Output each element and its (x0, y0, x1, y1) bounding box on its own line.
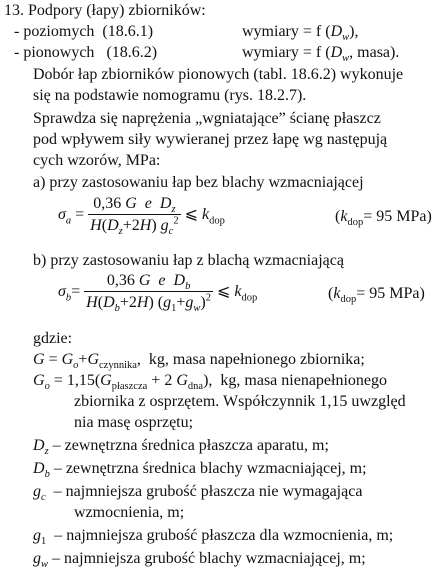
def-gw: $g_w$ – najmniejsza grubość blachy wzmacniającej, m; (33, 550, 366, 570)
paragraph-line: Sprawdza się naprężenia „wgniatające” ścianę płaszcz (33, 110, 381, 127)
formula-b: $\sigma_b=$ $\frac{0,36 G e D_b}{H(D_b+2H) (g_1+g_w)^2}$ ⩽ $k_{dop}$ (58, 272, 258, 315)
list-formula: wymiary = f ($D_w$, masa). (242, 44, 400, 65)
case-a-label: a) przy zastosowaniu łap bez blachy wzmacniającej (33, 174, 364, 191)
paragraph-line: się na podstawie nomogramu (rys. 18.2.7). (33, 87, 307, 104)
gdzie-label: gdzie: (33, 330, 73, 347)
def-G: $G = G_o+G_{czynnika}$, kg, masa napełnionego zbiornika; (33, 351, 365, 372)
paragraph-line: pod wpływem siły wywieranej przez łapę wg następują (33, 131, 388, 148)
kdop-note-b: ($k_{dop}= 95$ MPa) (328, 285, 425, 306)
formula-b-fraction: $\frac{0,36 G e D_b}{H(D_b+2H) (g_1+g_w)^2}$ (86, 272, 211, 315)
list-formula: wymiary = f $(D_w)$, (242, 23, 359, 44)
paragraph-line: Dobór łap zbiorników pionowych (tabl. 18.6.2) wykonuje (33, 66, 404, 83)
case-b-label: b) przy zastosowaniu łap z blachą wzmacniającą (33, 252, 344, 269)
list-item: - pionowych (18.6.2) (14, 44, 158, 61)
list-item: - poziomych (18.6.1) (14, 23, 154, 40)
formula-a-fraction: $\frac{0,36 G e D_z}{H(D_z+2H) g_c^2}$ (90, 195, 179, 238)
def-Db: $D_b$ – zewnętrzna średnica blachy wzmacniającej, m; (33, 460, 367, 481)
paragraph-line: cych wzorów, MPa: (33, 152, 161, 169)
def-Dz: $D_z$ – zewnętrzna średnica płaszcza aparatu, m; (33, 437, 329, 458)
kdop-note-a: ($k_{dop}= 95$ MPa) (335, 208, 432, 229)
def-Go-cont: nia masę osprzętu; (74, 414, 194, 431)
def-Go: $G_o = 1,15(G_{płaszcza} + 2$ $G_{dna}$), kg, masa nienapełnionego (33, 372, 388, 393)
def-g1: $g_1$ – najmniejsza grubość płaszcza dla wzmocnienia, m; (33, 527, 394, 548)
formula-a: $\sigma_a$ = $\frac{0,36 G e D_z}{H(D_z+2H) g_c^2}$ ⩽ $k_{dop}$ (58, 195, 225, 238)
def-Go-cont: zbiornika z osprzętem. Współczynnik 1,15 uwzględ (74, 393, 406, 410)
def-gc-cont: wzmocnienia, m; (74, 504, 185, 521)
def-gc: $g_c$ – najmniejsza grubość płaszcza nie wymagająca (33, 483, 363, 504)
section-heading: 13. Podpory (łapy) zbiorników: (4, 2, 206, 19)
